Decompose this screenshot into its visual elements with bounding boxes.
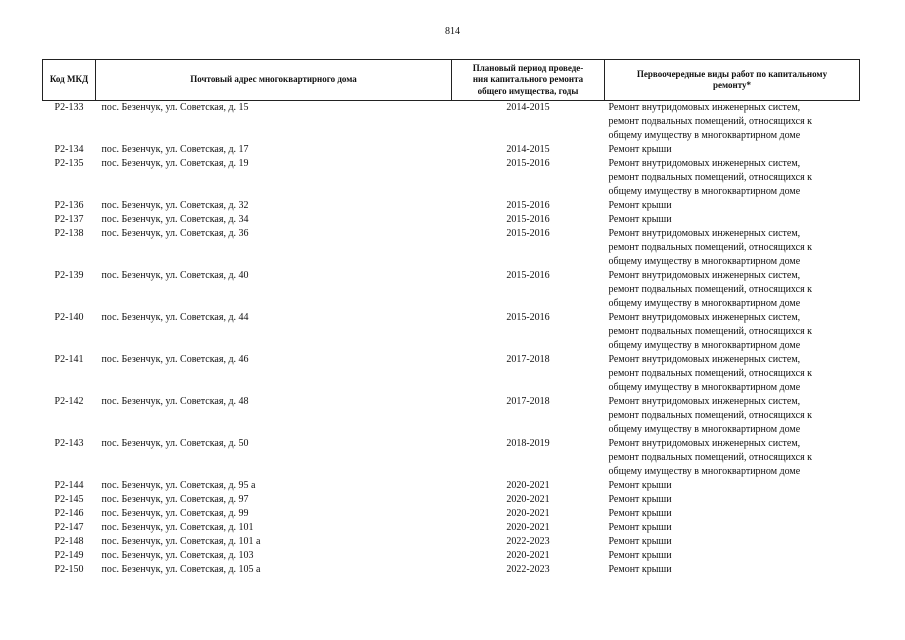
row-works (605, 157, 860, 199)
header-row (43, 60, 860, 101)
row-period: 2014-2015 (506, 102, 550, 113)
row-works-line: Ремонт крыши (608, 494, 672, 505)
table-row (43, 493, 860, 507)
row-code: Р2-147 (54, 522, 84, 533)
row-address: пос. Безенчук, ул. Советская, д. 99 (101, 508, 249, 519)
row-code: Р2-140 (54, 312, 84, 323)
row-works-line: Ремонт внутридомовых инженерных систем, (608, 102, 801, 113)
row-address: пос. Безенчук, ул. Советская, д. 15 (101, 102, 249, 113)
row-code: Р2-141 (54, 354, 84, 365)
row-code: Р2-144 (54, 480, 84, 491)
row-period: 2015-2016 (506, 270, 550, 281)
row-works (605, 563, 860, 577)
row-address: пос. Безенчук, ул. Советская, д. 105 а (101, 564, 261, 575)
row-works-line: Ремонт крыши (608, 550, 672, 561)
table-row (43, 143, 860, 157)
row-code: Р2-134 (54, 144, 84, 155)
row-period: 2020-2021 (506, 522, 550, 533)
row-works (605, 521, 860, 535)
row-works-line: Ремонт внутридомовых инженерных систем, (608, 312, 801, 323)
row-works-line: общему имуществу в многоквартирном доме (608, 130, 801, 141)
table-row (43, 227, 860, 269)
row-address: пос. Безенчук, ул. Советская, д. 34 (101, 214, 249, 225)
row-works (605, 507, 860, 521)
table-row (43, 479, 860, 493)
row-works (605, 101, 860, 144)
row-works-line: Ремонт внутридомовых инженерных систем, (608, 354, 801, 365)
row-period: 2020-2021 (506, 494, 550, 505)
row-address: пос. Безенчук, ул. Советская, д. 48 (101, 396, 249, 407)
row-works (605, 395, 860, 437)
row-works-line: общему имуществу в многоквартирном доме (608, 382, 801, 393)
row-period: 2015-2016 (506, 312, 550, 323)
row-works-line: общему имуществу в многоквартирном доме (608, 424, 801, 435)
row-period: 2015-2016 (506, 214, 550, 225)
row-works (605, 549, 860, 563)
row-period: 2017-2018 (506, 396, 550, 407)
row-period: 2015-2016 (506, 200, 550, 211)
row-address: пос. Безенчук, ул. Советская, д. 101 (101, 522, 254, 533)
row-address: пос. Безенчук, ул. Советская, д. 101 а (101, 536, 261, 547)
header-works (605, 60, 860, 101)
header-period-line: общего имущества, годы (477, 85, 579, 96)
row-code: Р2-135 (54, 158, 84, 169)
table-row (43, 521, 860, 535)
row-works-line: общему имуществу в многоквартирном доме (608, 186, 801, 197)
page-number: 814 (445, 26, 460, 37)
repair-schedule-table (42, 59, 860, 577)
table-row (43, 437, 860, 479)
row-works-line: общему имуществу в многоквартирном доме (608, 466, 801, 477)
header-address: Почтовый адрес многоквартирного дома (96, 60, 452, 101)
row-code: Р2-138 (54, 228, 84, 239)
row-works-line: ремонт подвальных помещений, относящихся к (608, 172, 813, 183)
row-works (605, 213, 860, 227)
row-works-line: Ремонт внутридомовых инженерных систем, (608, 270, 801, 281)
row-address: пос. Безенчук, ул. Советская, д. 103 (101, 550, 254, 561)
row-works (605, 437, 860, 479)
row-address: пос. Безенчук, ул. Советская, д. 32 (101, 200, 249, 211)
row-works-line: Ремонт крыши (608, 214, 672, 225)
row-works-line: общему имуществу в многоквартирном доме (608, 340, 801, 351)
row-works-line: ремонт подвальных помещений, относящихся к (608, 116, 813, 127)
row-address: пос. Безенчук, ул. Советская, д. 19 (101, 158, 249, 169)
row-code: Р2-145 (54, 494, 84, 505)
header-period-line: Плановый период проведе- (472, 62, 584, 73)
table-row (43, 563, 860, 577)
row-code: Р2-143 (54, 438, 84, 449)
row-works-line: Ремонт внутридомовых инженерных систем, (608, 396, 801, 407)
row-works-line: Ремонт крыши (608, 522, 672, 533)
row-code: Р2-149 (54, 550, 84, 561)
row-period: 2022-2023 (506, 536, 550, 547)
table-row (43, 101, 860, 144)
row-works-line: общему имуществу в многоквартирном доме (608, 298, 801, 309)
header-period-line: ния капитального ремонта (472, 74, 584, 85)
row-works (605, 227, 860, 269)
row-works-line: Ремонт крыши (608, 200, 672, 211)
row-code: Р2-137 (54, 214, 84, 225)
row-code: Р2-139 (54, 270, 84, 281)
table-row (43, 549, 860, 563)
row-address: пос. Безенчук, ул. Советская, д. 17 (101, 144, 249, 155)
table-row (43, 213, 860, 227)
row-works (605, 311, 860, 353)
table-row (43, 535, 860, 549)
row-works (605, 199, 860, 213)
row-address: пос. Безенчук, ул. Советская, д. 36 (101, 228, 249, 239)
row-period: 2022-2023 (506, 564, 550, 575)
table-row (43, 507, 860, 521)
row-period: 2020-2021 (506, 480, 550, 491)
row-address: пос. Безенчук, ул. Советская, д. 40 (101, 270, 249, 281)
table-row (43, 157, 860, 199)
header-period (452, 60, 605, 101)
row-works (605, 535, 860, 549)
row-period: 2018-2019 (506, 438, 550, 449)
row-works-line: Ремонт крыши (608, 564, 672, 575)
row-address: пос. Безенчук, ул. Советская, д. 46 (101, 354, 249, 365)
row-works-line: ремонт подвальных помещений, относящихся к (608, 410, 813, 421)
row-works-line: ремонт подвальных помещений, относящихся к (608, 242, 813, 253)
table-row (43, 199, 860, 213)
row-code: Р2-136 (54, 200, 84, 211)
row-works (605, 479, 860, 493)
row-period: 2020-2021 (506, 550, 550, 561)
row-code: Р2-142 (54, 396, 84, 407)
table-row (43, 311, 860, 353)
row-works (605, 143, 860, 157)
row-works-line: Ремонт внутридомовых инженерных систем, (608, 228, 801, 239)
header-code: Код МКД (43, 60, 96, 101)
row-address: пос. Безенчук, ул. Советская, д. 44 (101, 312, 249, 323)
row-works-line: ремонт подвальных помещений, относящихся к (608, 284, 813, 295)
row-works (605, 269, 860, 311)
row-works-line: ремонт подвальных помещений, относящихся к (608, 452, 813, 463)
row-address: пос. Безенчук, ул. Советская, д. 50 (101, 438, 249, 449)
header-works-line: ремонту* (713, 80, 751, 90)
table-row (43, 269, 860, 311)
row-works-line: Ремонт крыши (608, 508, 672, 519)
header-works-line: Первоочередные виды работ по капитальному (636, 68, 828, 79)
row-code: Р2-150 (54, 564, 84, 575)
row-works-line: Ремонт внутридомовых инженерных систем, (608, 438, 801, 449)
row-works-line: Ремонт крыши (608, 144, 672, 155)
table-row (43, 353, 860, 395)
row-code: Р2-133 (54, 102, 84, 113)
row-address: пос. Безенчук, ул. Советская, д. 95 а (101, 480, 256, 491)
row-works-line: Ремонт внутридомовых инженерных систем, (608, 158, 801, 169)
table-body (43, 101, 860, 578)
row-works (605, 353, 860, 395)
row-period: 2014-2015 (506, 144, 550, 155)
row-period: 2020-2021 (506, 508, 550, 519)
row-code: Р2-146 (54, 508, 84, 519)
row-period: 2015-2016 (506, 158, 550, 169)
row-works-line: ремонт подвальных помещений, относящихся к (608, 326, 813, 337)
row-works-line: ремонт подвальных помещений, относящихся к (608, 368, 813, 379)
table-header (43, 60, 860, 101)
row-period: 2015-2016 (506, 228, 550, 239)
row-code: Р2-148 (54, 536, 84, 547)
row-works (605, 493, 860, 507)
table-row (43, 395, 860, 437)
row-works-line: общему имуществу в многоквартирном доме (608, 256, 801, 267)
row-period: 2017-2018 (506, 354, 550, 365)
row-works-line: Ремонт крыши (608, 480, 672, 491)
row-works-line: Ремонт крыши (608, 536, 672, 547)
row-address: пос. Безенчук, ул. Советская, д. 97 (101, 494, 249, 505)
